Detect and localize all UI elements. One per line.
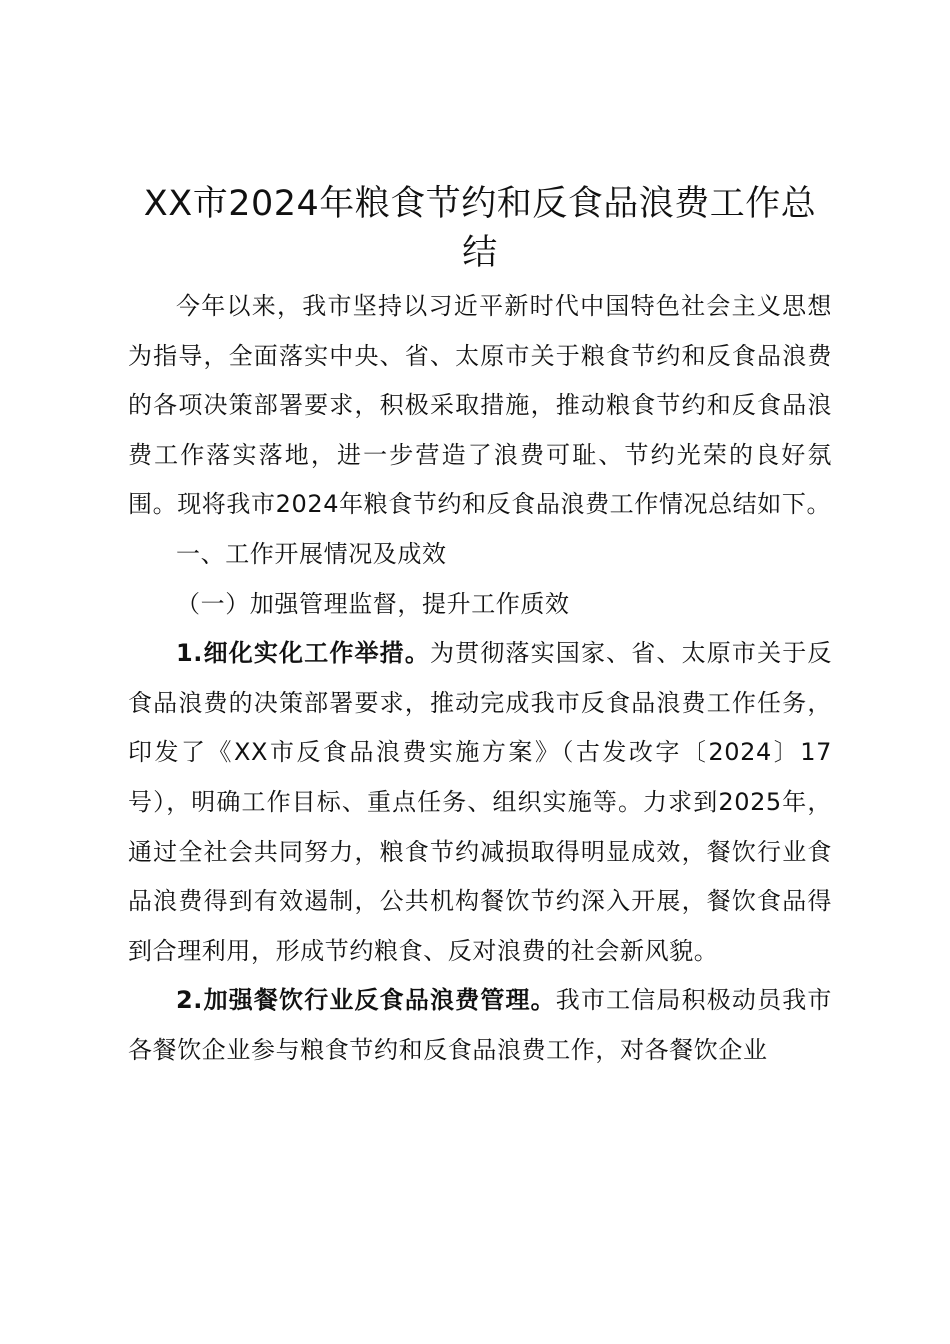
item-2-text: 我市工信局积极动员我市各餐饮企业参与粮食节约和反食品浪费工作，对各餐饮企业 bbox=[128, 986, 832, 1064]
document-title: XX市2024年粮食节约和反食品浪费工作总结 bbox=[143, 184, 817, 273]
item-1-text: 为贯彻落实国家、省、太原市关于反食品浪费的决策部署要求，推动完成我市反食品浪费工作任务，印发了《XX市反食品浪费实施方案》（古发改字〔2024〕17号），明确工作目标、重点任务、组织实施等。力求到2025年，通过全社会共同努力，粮食节约减损取得明显成效，餐饮行业食品浪费得到有效遏制，公共机构餐饮节约深入开展，餐饮食品得到合理利用，形成节约粮食、反对浪费的社会新风貌。 bbox=[128, 639, 832, 965]
item-2-lead: 2.加强餐饮行业反食品浪费管理。 bbox=[176, 986, 556, 1015]
item-1-paragraph bbox=[128, 629, 832, 976]
intro-paragraph: 今年以来，我市坚持以习近平新时代中国特色社会主义思想为指导，全面落实中央、省、太原市关于粮食节约和反食品浪费的各项决策部署要求，积极采取措施，推动粮食节约和反食品浪费工作落实落地，进一步营造了浪费可耻、节约光荣的良好氛围。现将我市2024年粮食节约和反食品浪费工作情况总结如下。 bbox=[128, 292, 832, 519]
item-2-paragraph bbox=[128, 976, 832, 1075]
item-1-lead: 1.细化实化工作举措。 bbox=[176, 639, 431, 668]
document-body bbox=[128, 282, 832, 1076]
subsection-heading: （一）加强管理监督，提升工作质效 bbox=[176, 589, 570, 618]
section-heading: 一、工作开展情况及成效 bbox=[176, 539, 447, 568]
